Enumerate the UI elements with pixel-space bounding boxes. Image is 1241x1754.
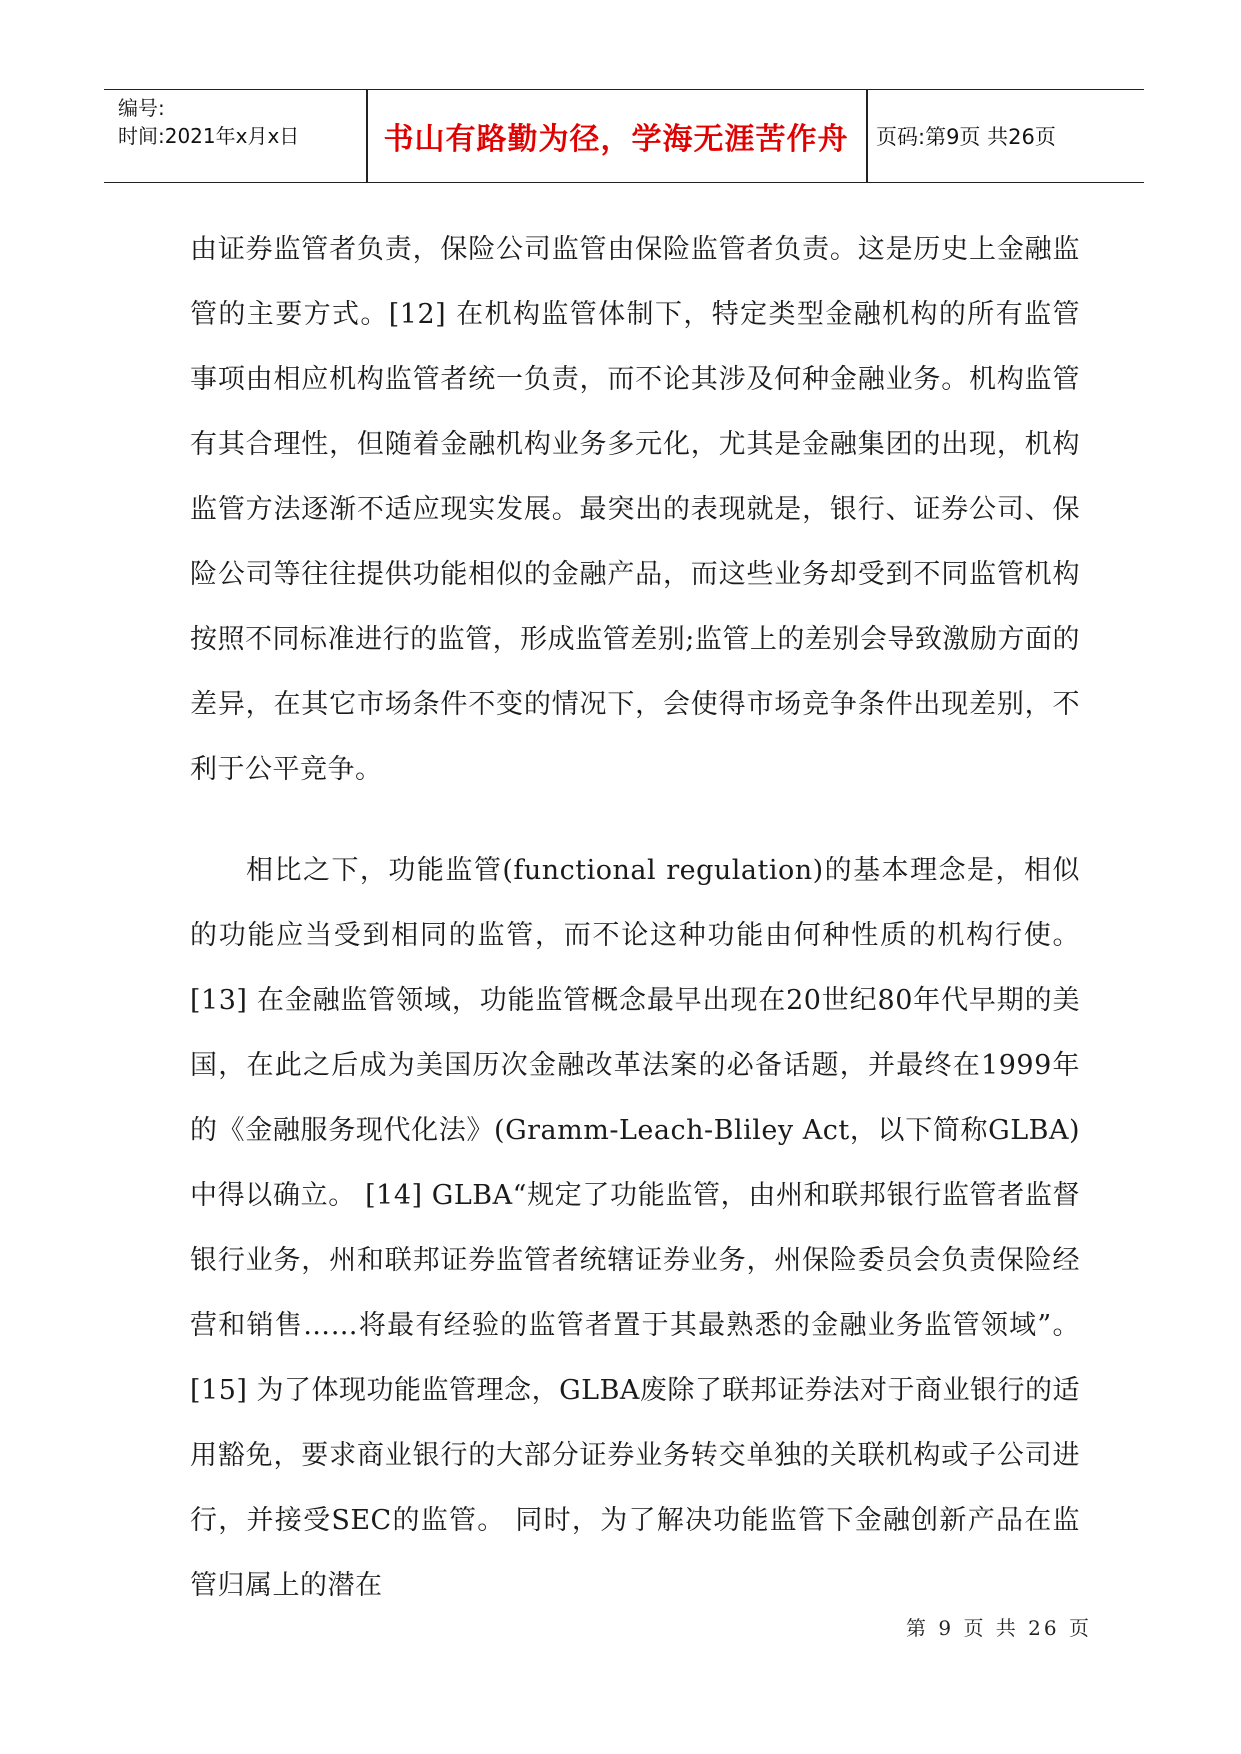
- header-page-info: 页码:第9页 共26页: [876, 125, 1056, 149]
- document-header: [104, 89, 1144, 183]
- serial-number-label: 编号:: [118, 96, 165, 120]
- header-motto: 书山有路勤为径，学海无涯苦作舟: [383, 122, 849, 157]
- body-paragraph: 相比之下，功能监管(functional regulation)的基本理念是，相似的功能应当受到相同的监管，而不论这种功能由何种性质的机构行使。 [13] 在金融监管领域，功能监管概念最早出现在20世纪80年代早期的美国，在此之后成为美国历次金融改革法案的必备话题，并最终在1999年的《金融服务现代化法》(Gramm-Leach-Bliley Act，以下简称GLBA)中得以确立。 [14] GLBA“规定了功能监管，由州和联邦银行监管者监督银行业务，州和联邦证券监管者统辖证券业务，州保险委员会负责保险经营和销售……将最有经验的监管者置于其最熟悉的金融业务监管领域”。 [15] 为了体现功能监管理念，GLBA废除了联邦证券法对于商业银行的适用豁免，要求商业银行的大部分证券业务转交单独的关联机构或子公司进行，并接受SEC的监管。 同时，为了解决功能监管下金融创新产品在监管归属上的潜在: [190, 855, 1080, 1601]
- header-divider: [866, 90, 868, 182]
- page-footer: 第 9 页 共 26 页: [906, 1616, 1092, 1640]
- document-body: [190, 217, 1080, 1618]
- date-label: 时间:2021年x月x日: [118, 124, 300, 148]
- header-meta: [118, 94, 358, 150]
- header-divider: [366, 90, 368, 182]
- body-paragraph: 由证券监管者负责，保险公司监管由保险监管者负责。这是历史上金融监管的主要方式。[12] 在机构监管体制下，特定类型金融机构的所有监管事项由相应机构监管者统一负责，而不论其涉及何种金融业务。机构监管有其合理性，但随着金融机构业务多元化，尤其是金融集团的出现，机构监管方法逐渐不适应现实发展。最突出的表现就是，银行、证券公司、保险公司等往往提供功能相似的金融产品，而这些业务却受到不同监管机构按照不同标准进行的监管，形成监管差别;监管上的差别会导致激励方面的差异，在其它市场条件不变的情况下，会使得市场竞争条件出现差别，不利于公平竞争。: [190, 234, 1080, 785]
